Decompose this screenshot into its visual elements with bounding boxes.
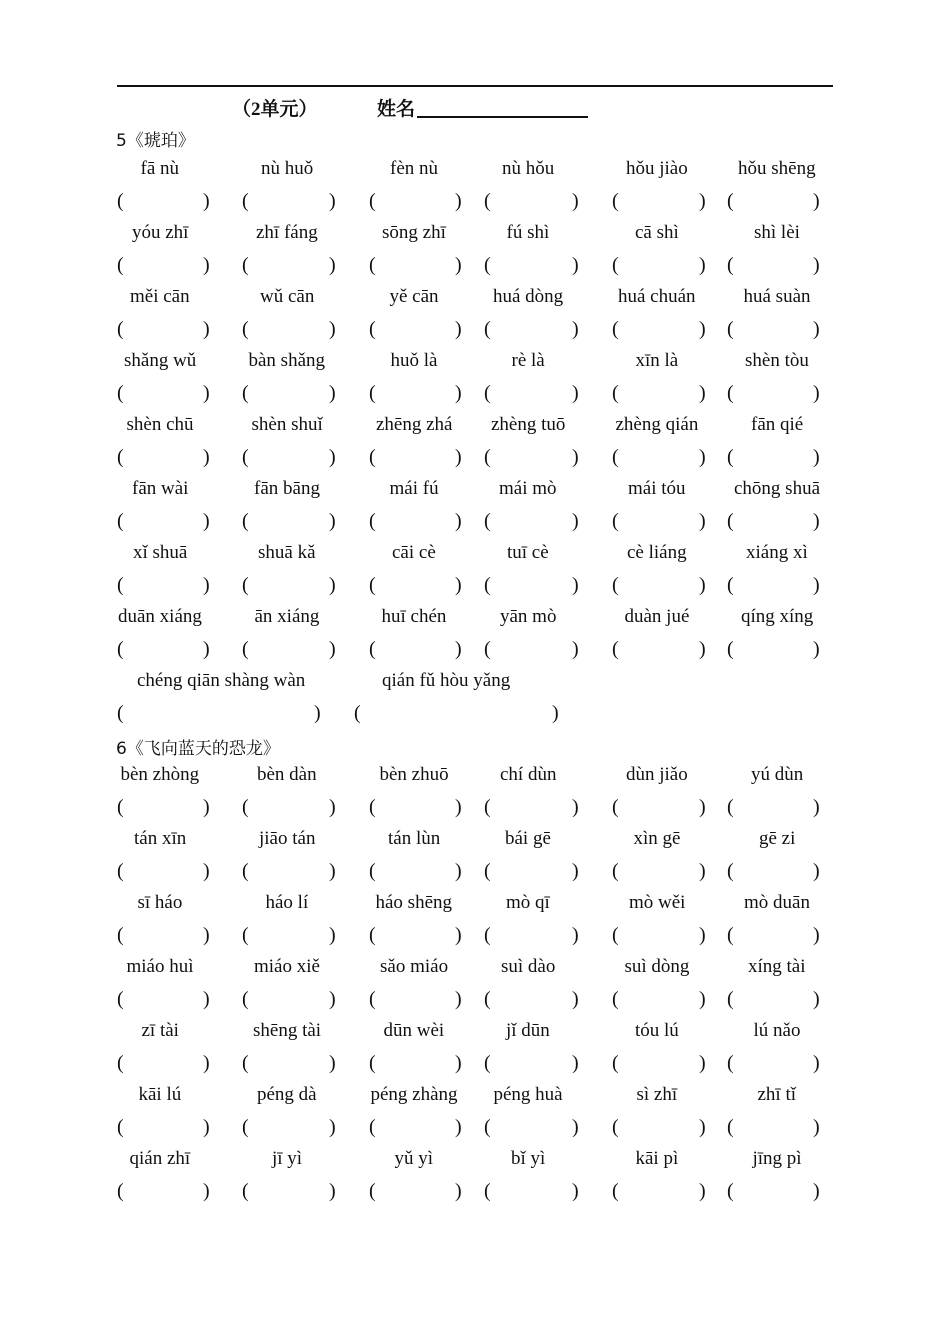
pinyin-word: mái tóu — [628, 478, 686, 499]
bracket-open: ( — [484, 382, 491, 404]
pinyin-word: kāi pì — [635, 1148, 679, 1169]
bracket-open: ( — [369, 318, 376, 340]
pinyin-word: hǒu shēng — [738, 158, 816, 179]
pinyin-word: hǒu jiào — [626, 158, 688, 179]
bracket-close: ) — [455, 638, 462, 660]
bracket-open: ( — [242, 988, 249, 1010]
bracket-close: ) — [203, 1052, 210, 1074]
pinyin-word: mò wěi — [629, 892, 686, 913]
bracket-close: ) — [455, 254, 462, 276]
pinyin-word: péng huà — [493, 1084, 563, 1105]
bracket-open: ( — [117, 1052, 124, 1074]
bracket-open: ( — [612, 574, 619, 596]
bracket-open: ( — [727, 638, 734, 660]
bracket-open: ( — [369, 638, 376, 660]
bracket-open: ( — [484, 1052, 491, 1074]
bracket-close: ) — [455, 190, 462, 212]
bracket-close: ) — [329, 988, 336, 1010]
pinyin-word: bèn zhuō — [379, 764, 449, 785]
pinyin-word: cè liáng — [627, 542, 687, 563]
bracket-open: ( — [612, 1052, 619, 1074]
bracket-close: ) — [813, 190, 820, 212]
pinyin-word: dūn wèi — [383, 1020, 445, 1041]
pinyin-word: rè là — [511, 350, 545, 371]
pinyin-word: xīn là — [635, 350, 679, 371]
pinyin-word: zhēng zhá — [376, 414, 453, 435]
pinyin-word: shèn shuǐ — [251, 414, 323, 435]
bracket-open: ( — [242, 1116, 249, 1138]
pinyin-word: shèn chū — [126, 414, 194, 435]
bracket-close: ) — [203, 254, 210, 276]
pinyin-word: shèn tòu — [745, 350, 809, 371]
pinyin-word: bèn dàn — [257, 764, 317, 785]
bracket-close: ) — [455, 924, 462, 946]
bracket-close: ) — [455, 382, 462, 404]
pinyin-word: měi cān — [130, 286, 190, 307]
bracket-close: ) — [455, 1116, 462, 1138]
bracket-open: ( — [369, 446, 376, 468]
pinyin-word: huǒ là — [390, 350, 438, 371]
bracket-open: ( — [727, 254, 734, 276]
bracket-open: ( — [484, 510, 491, 532]
name-input-line[interactable] — [417, 116, 588, 118]
bracket-open: ( — [117, 190, 124, 212]
pinyin-word: miáo huì — [126, 956, 194, 977]
pinyin-word: fèn nù — [390, 158, 439, 179]
bracket-open: ( — [369, 382, 376, 404]
bracket-close: ) — [572, 1052, 579, 1074]
bracket-close: ) — [329, 1180, 336, 1202]
bracket-close: ) — [813, 796, 820, 818]
pinyin-word: sì zhī — [636, 1084, 678, 1105]
bracket-open: ( — [727, 510, 734, 532]
bracket-close: ) — [572, 1180, 579, 1202]
pinyin-word: tán lùn — [388, 828, 441, 849]
unit-label: （2单元） — [232, 99, 318, 120]
bracket-close: ) — [699, 638, 706, 660]
pinyin-word: lú nǎo — [753, 1020, 801, 1041]
name-label: 姓名 — [377, 99, 416, 120]
bracket-open: ( — [117, 1180, 124, 1202]
bracket-close: ) — [203, 574, 210, 596]
bracket-close: ) — [203, 988, 210, 1010]
bracket-close: ) — [572, 574, 579, 596]
bracket-open: ( — [484, 446, 491, 468]
pinyin-word: shuā kǎ — [258, 542, 316, 563]
bracket-open: ( — [354, 702, 361, 724]
section-title: 5《琥珀》 — [116, 131, 195, 151]
bracket-close: ) — [813, 510, 820, 532]
bracket-close: ) — [329, 860, 336, 882]
bracket-open: ( — [484, 318, 491, 340]
pinyin-word: zī tài — [141, 1020, 179, 1041]
bracket-open: ( — [484, 988, 491, 1010]
bracket-open: ( — [117, 318, 124, 340]
bracket-open: ( — [612, 638, 619, 660]
bracket-open: ( — [242, 190, 249, 212]
bracket-close: ) — [203, 190, 210, 212]
bracket-close: ) — [813, 318, 820, 340]
bracket-close: ) — [813, 574, 820, 596]
bracket-open: ( — [612, 988, 619, 1010]
pinyin-word: yú dùn — [751, 764, 804, 785]
bracket-close: ) — [813, 446, 820, 468]
pinyin-word: fān bāng — [254, 478, 320, 499]
pinyin-word: zhī tǐ — [757, 1084, 797, 1105]
pinyin-word: fān qié — [751, 414, 804, 435]
bracket-close: ) — [329, 796, 336, 818]
bracket-close: ) — [203, 510, 210, 532]
bracket-open: ( — [117, 1116, 124, 1138]
bracket-close: ) — [699, 860, 706, 882]
bracket-open: ( — [484, 860, 491, 882]
pinyin-word: mò duān — [744, 892, 810, 913]
bracket-close: ) — [455, 860, 462, 882]
pinyin-word: jī yì — [272, 1148, 303, 1169]
bracket-open: ( — [242, 318, 249, 340]
top-rule — [117, 85, 833, 87]
pinyin-word: nù huǒ — [261, 158, 314, 179]
pinyin-word: yóu zhī — [132, 222, 189, 243]
bracket-close: ) — [572, 254, 579, 276]
bracket-open: ( — [727, 318, 734, 340]
pinyin-word: shǎng wǔ — [124, 350, 197, 371]
pinyin-word: jīng pì — [752, 1148, 802, 1169]
bracket-open: ( — [612, 254, 619, 276]
pinyin-word: háo shēng — [375, 892, 453, 913]
pinyin-word: sī háo — [137, 892, 183, 913]
pinyin-word: cā shì — [635, 222, 679, 243]
bracket-open: ( — [242, 924, 249, 946]
pinyin-word: sǎo miáo — [380, 956, 449, 977]
pinyin-word: wǔ cān — [260, 286, 315, 307]
bracket-close: ) — [699, 1052, 706, 1074]
bracket-open: ( — [369, 574, 376, 596]
pinyin-word: xǐ shuā — [133, 542, 188, 563]
bracket-open: ( — [369, 1052, 376, 1074]
bracket-open: ( — [117, 574, 124, 596]
bracket-open: ( — [117, 860, 124, 882]
bracket-open: ( — [242, 1180, 249, 1202]
bracket-close: ) — [699, 254, 706, 276]
bracket-open: ( — [369, 1180, 376, 1202]
pinyin-word: duān xiáng — [118, 606, 202, 627]
bracket-open: ( — [242, 446, 249, 468]
bracket-close: ) — [203, 446, 210, 468]
bracket-open: ( — [369, 1116, 376, 1138]
bracket-close: ) — [329, 924, 336, 946]
pinyin-word: miáo xiě — [254, 956, 320, 977]
pinyin-word: péng zhàng — [370, 1084, 458, 1105]
bracket-open: ( — [117, 702, 124, 724]
bracket-close: ) — [572, 510, 579, 532]
bracket-open: ( — [369, 254, 376, 276]
bracket-open: ( — [117, 988, 124, 1010]
bracket-close: ) — [572, 190, 579, 212]
pinyin-word: shì lèi — [754, 222, 800, 243]
pinyin-word: fān wài — [132, 478, 189, 499]
pinyin-word: tuī cè — [507, 542, 549, 563]
bracket-close: ) — [455, 796, 462, 818]
pinyin-word: gē zi — [759, 828, 796, 849]
bracket-open: ( — [117, 446, 124, 468]
bracket-close: ) — [813, 254, 820, 276]
bracket-open: ( — [369, 510, 376, 532]
bracket-open: ( — [484, 190, 491, 212]
pinyin-word: chí dùn — [500, 764, 557, 785]
bracket-close: ) — [203, 382, 210, 404]
bracket-close: ) — [699, 574, 706, 596]
bracket-open: ( — [727, 988, 734, 1010]
pinyin-word: jǐ dūn — [506, 1020, 550, 1041]
bracket-close: ) — [329, 254, 336, 276]
bracket-open: ( — [727, 1116, 734, 1138]
bracket-open: ( — [242, 1052, 249, 1074]
bracket-close: ) — [329, 574, 336, 596]
bracket-open: ( — [484, 796, 491, 818]
bracket-open: ( — [727, 382, 734, 404]
bracket-close: ) — [329, 446, 336, 468]
bracket-close: ) — [329, 1116, 336, 1138]
bracket-open: ( — [484, 254, 491, 276]
bracket-close: ) — [329, 510, 336, 532]
pinyin-word: tóu lú — [635, 1020, 679, 1041]
bracket-open: ( — [727, 796, 734, 818]
pinyin-word: xìn gē — [633, 828, 681, 849]
pinyin-word: suì dòng — [624, 956, 690, 977]
bracket-close: ) — [455, 1180, 462, 1202]
bracket-open: ( — [727, 860, 734, 882]
pinyin-word: tán xīn — [134, 828, 187, 849]
bracket-close: ) — [314, 702, 321, 724]
pinyin-word: sōng zhī — [382, 222, 446, 243]
bracket-open: ( — [369, 796, 376, 818]
pinyin-word: huá dòng — [493, 286, 564, 307]
bracket-close: ) — [572, 446, 579, 468]
pinyin-word: huá chuán — [618, 286, 696, 307]
bracket-open: ( — [117, 382, 124, 404]
bracket-close: ) — [572, 924, 579, 946]
pinyin-word: xiáng xì — [746, 542, 808, 563]
bracket-open: ( — [612, 382, 619, 404]
pinyin-word: yān mò — [500, 606, 557, 627]
pinyin-word: bái gē — [505, 828, 551, 849]
bracket-close: ) — [699, 318, 706, 340]
pinyin-word: nù hǒu — [502, 158, 555, 179]
bracket-open: ( — [242, 796, 249, 818]
bracket-close: ) — [329, 638, 336, 660]
bracket-close: ) — [203, 638, 210, 660]
bracket-open: ( — [369, 988, 376, 1010]
bracket-close: ) — [699, 510, 706, 532]
pinyin-word: huá suàn — [743, 286, 811, 307]
pinyin-word: xíng tài — [748, 956, 806, 977]
bracket-close: ) — [455, 318, 462, 340]
bracket-open: ( — [242, 860, 249, 882]
bracket-open: ( — [484, 1180, 491, 1202]
bracket-close: ) — [572, 382, 579, 404]
bracket-open: ( — [484, 924, 491, 946]
bracket-open: ( — [242, 574, 249, 596]
pinyin-word: suì dào — [501, 956, 556, 977]
bracket-open: ( — [117, 254, 124, 276]
pinyin-word: yǔ yì — [394, 1148, 434, 1169]
bracket-close: ) — [572, 988, 579, 1010]
bracket-close: ) — [813, 1116, 820, 1138]
bracket-open: ( — [369, 860, 376, 882]
bracket-open: ( — [242, 638, 249, 660]
pinyin-word: fā nù — [140, 158, 180, 179]
bracket-open: ( — [484, 574, 491, 596]
bracket-close: ) — [455, 988, 462, 1010]
bracket-close: ) — [203, 318, 210, 340]
pinyin-word: bèn zhòng — [120, 764, 200, 785]
bracket-close: ) — [699, 796, 706, 818]
bracket-open: ( — [117, 510, 124, 532]
bracket-open: ( — [484, 1116, 491, 1138]
bracket-close: ) — [699, 924, 706, 946]
pinyin-word: zhī fáng — [256, 222, 318, 243]
pinyin-word: zhèng tuō — [491, 414, 566, 435]
pinyin-word: mái fú — [389, 478, 439, 499]
bracket-close: ) — [813, 924, 820, 946]
bracket-open: ( — [117, 924, 124, 946]
pinyin-word: qián zhī — [129, 1148, 191, 1169]
pinyin-word: háo lí — [265, 892, 309, 913]
pinyin-word: duàn jué — [624, 606, 690, 627]
bracket-close: ) — [813, 860, 820, 882]
pinyin-word: dùn jiǎo — [626, 764, 688, 785]
bracket-open: ( — [612, 924, 619, 946]
bracket-open: ( — [727, 1052, 734, 1074]
bracket-close: ) — [572, 318, 579, 340]
pinyin-word: fú shì — [506, 222, 550, 243]
bracket-close: ) — [329, 382, 336, 404]
bracket-close: ) — [455, 1052, 462, 1074]
pinyin-word: huī chén — [381, 606, 447, 627]
pinyin-word: ān xiáng — [254, 606, 320, 627]
bracket-open: ( — [727, 446, 734, 468]
bracket-open: ( — [727, 1180, 734, 1202]
bracket-close: ) — [203, 1116, 210, 1138]
bracket-close: ) — [329, 190, 336, 212]
pinyin-word: zhèng qián — [615, 414, 699, 435]
bracket-close: ) — [572, 860, 579, 882]
bracket-close: ) — [572, 638, 579, 660]
bracket-close: ) — [813, 1052, 820, 1074]
bracket-open: ( — [242, 254, 249, 276]
bracket-close: ) — [552, 702, 559, 724]
bracket-close: ) — [813, 1180, 820, 1202]
bracket-close: ) — [203, 1180, 210, 1202]
bracket-close: ) — [203, 796, 210, 818]
bracket-close: ) — [699, 1180, 706, 1202]
bracket-close: ) — [455, 446, 462, 468]
bracket-open: ( — [727, 924, 734, 946]
pinyin-word: mái mò — [499, 478, 557, 499]
pinyin-word: yě cān — [389, 286, 439, 307]
bracket-close: ) — [572, 796, 579, 818]
bracket-close: ) — [572, 1116, 579, 1138]
pinyin-word: péng dà — [257, 1084, 317, 1105]
bracket-open: ( — [612, 796, 619, 818]
pinyin-word: chōng shuā — [734, 478, 821, 499]
pinyin-word: mò qī — [506, 892, 550, 913]
bracket-close: ) — [203, 860, 210, 882]
pinyin-word: jiāo tán — [259, 828, 316, 849]
bracket-open: ( — [117, 796, 124, 818]
bracket-open: ( — [727, 190, 734, 212]
bracket-open: ( — [612, 860, 619, 882]
bracket-close: ) — [699, 1116, 706, 1138]
bracket-open: ( — [612, 318, 619, 340]
pinyin-word: cāi cè — [392, 542, 436, 563]
bracket-close: ) — [813, 638, 820, 660]
bracket-open: ( — [242, 510, 249, 532]
pinyin-phrase: qián fǔ hòu yǎng — [382, 670, 511, 691]
pinyin-word: qíng xíng — [741, 606, 814, 627]
section-title: 6《飞向蓝天的恐龙》 — [116, 739, 280, 759]
bracket-open: ( — [369, 924, 376, 946]
bracket-close: ) — [813, 988, 820, 1010]
bracket-close: ) — [329, 318, 336, 340]
pinyin-word: kāi lú — [138, 1084, 182, 1105]
bracket-open: ( — [727, 574, 734, 596]
bracket-open: ( — [612, 1180, 619, 1202]
bracket-open: ( — [612, 1116, 619, 1138]
bracket-close: ) — [455, 510, 462, 532]
pinyin-phrase: chéng qiān shàng wàn — [137, 670, 306, 691]
pinyin-word: bǐ yì — [511, 1148, 546, 1169]
bracket-close: ) — [699, 446, 706, 468]
bracket-open: ( — [242, 382, 249, 404]
bracket-open: ( — [369, 190, 376, 212]
bracket-close: ) — [329, 1052, 336, 1074]
pinyin-word: shēng tài — [253, 1020, 322, 1041]
bracket-close: ) — [699, 988, 706, 1010]
bracket-close: ) — [203, 924, 210, 946]
bracket-close: ) — [699, 190, 706, 212]
pinyin-word: bàn shǎng — [248, 350, 326, 371]
bracket-close: ) — [699, 382, 706, 404]
bracket-close: ) — [813, 382, 820, 404]
bracket-open: ( — [484, 638, 491, 660]
bracket-open: ( — [612, 190, 619, 212]
bracket-open: ( — [612, 510, 619, 532]
bracket-open: ( — [612, 446, 619, 468]
bracket-close: ) — [455, 574, 462, 596]
bracket-open: ( — [117, 638, 124, 660]
